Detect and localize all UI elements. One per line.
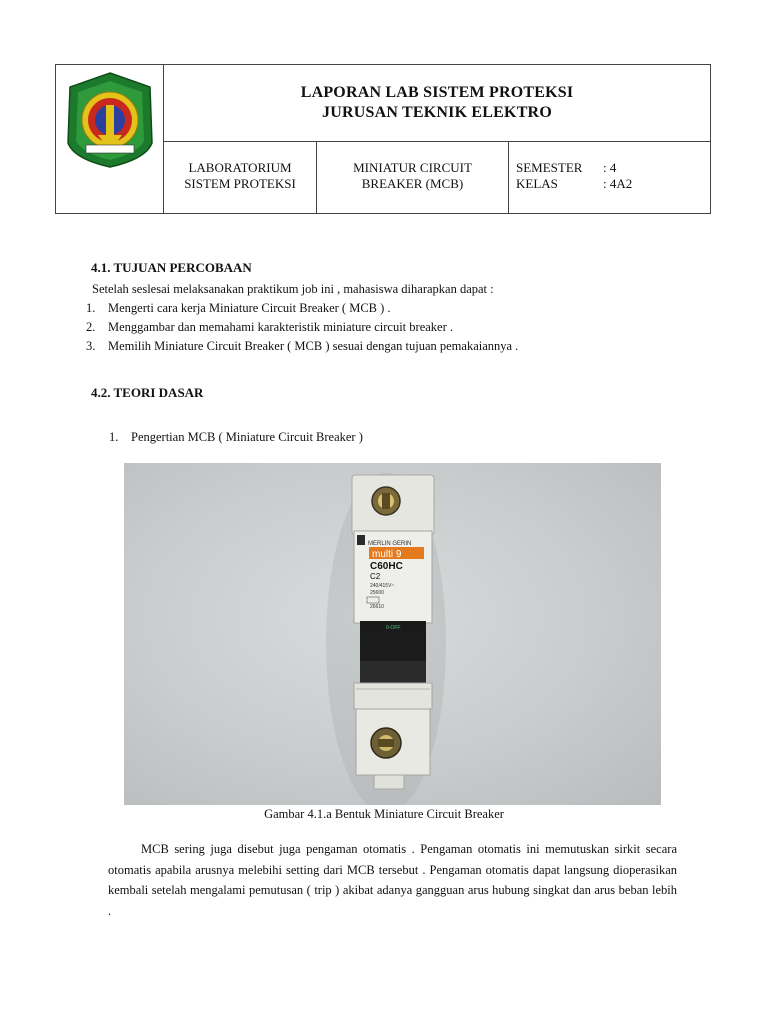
report-title-cell	[164, 65, 710, 142]
section-intro: Setelah seslesai melaksanakan praktikum job ini , mahasiswa diharapkan dapat :	[92, 282, 494, 296]
institution-logo-icon	[56, 65, 164, 213]
header-table	[55, 64, 711, 214]
subsection-heading	[109, 428, 363, 447]
mcb-off-label: 0-OFF	[386, 625, 401, 631]
mcb-spec2: 25600	[370, 590, 384, 596]
body-paragraph	[108, 839, 677, 921]
laboratory-cell	[164, 142, 317, 213]
semester-value: : 4	[603, 160, 617, 175]
report-title-line1: LAPORAN LAB SISTEM PROTEKSI	[300, 84, 574, 101]
logo-cell	[56, 65, 164, 213]
topic-line1: MINIATUR CIRCUIT	[353, 160, 472, 175]
lab-line1: LABORATORIUM	[188, 160, 292, 175]
figure-caption: Gambar 4.1.a Bentuk Miniature Circuit Breaker	[264, 807, 504, 821]
topic-cell	[317, 142, 509, 213]
topic-line2: BREAKER (MCB)	[361, 176, 464, 191]
mcb-series: multi 9	[372, 549, 402, 560]
mcb-model: C60HC	[370, 561, 403, 572]
mcb-spec3: 26610	[370, 604, 384, 610]
list-item: 1. Mengerti cara kerja Miniature Circuit Breaker ( MCB ) .	[86, 301, 391, 315]
semester-class-cell	[509, 142, 710, 213]
mcb-spec1: 240/415V~	[370, 583, 395, 589]
mcb-device-icon	[124, 463, 661, 805]
class-label: KELAS	[516, 176, 558, 191]
report-title-line2: JURUSAN TEKNIK ELEKTRO	[322, 104, 552, 121]
lab-line2: SISTEM PROTEKSI	[184, 176, 296, 191]
section-title-tujuan: 4.1. TUJUAN PERCOBAAN	[91, 260, 252, 275]
mcb-rating: C2	[370, 572, 381, 581]
section-title-teori: 4.2. TEORI DASAR	[91, 385, 204, 400]
mcb-brand: MERLIN GERIN	[368, 541, 412, 547]
body-paragraph-text: MCB sering juga disebut juga pengaman otomatis . Pengaman otomatis ini memutuskan sirkit secara otomatis apabila arusnya melebihi setting dari MCB tersebut . Pengaman otomatis dapat langsung dioperasikan kembali setelah mengalami pemutusan ( trip ) akibat adanya gangguan arus hubung singkat dan arus beban lebih .	[108, 842, 677, 918]
list-item: 3. Memilih Miniature Circuit Breaker ( MCB ) sesuai dengan tujuan pemakaiannya .	[86, 339, 519, 353]
semester-row	[516, 160, 710, 176]
class-row	[516, 176, 710, 192]
subsection-text: Pengertian MCB ( Miniature Circuit Breaker )	[131, 430, 363, 444]
semester-label: SEMESTER	[516, 160, 583, 175]
subsection-number: 1.	[109, 430, 119, 444]
list-item: 2. Menggambar dan memahami karakteristik miniature circuit breaker .	[86, 320, 454, 334]
class-value: : 4A2	[603, 176, 633, 191]
objectives-list	[86, 299, 518, 356]
mcb-photo	[124, 463, 661, 805]
